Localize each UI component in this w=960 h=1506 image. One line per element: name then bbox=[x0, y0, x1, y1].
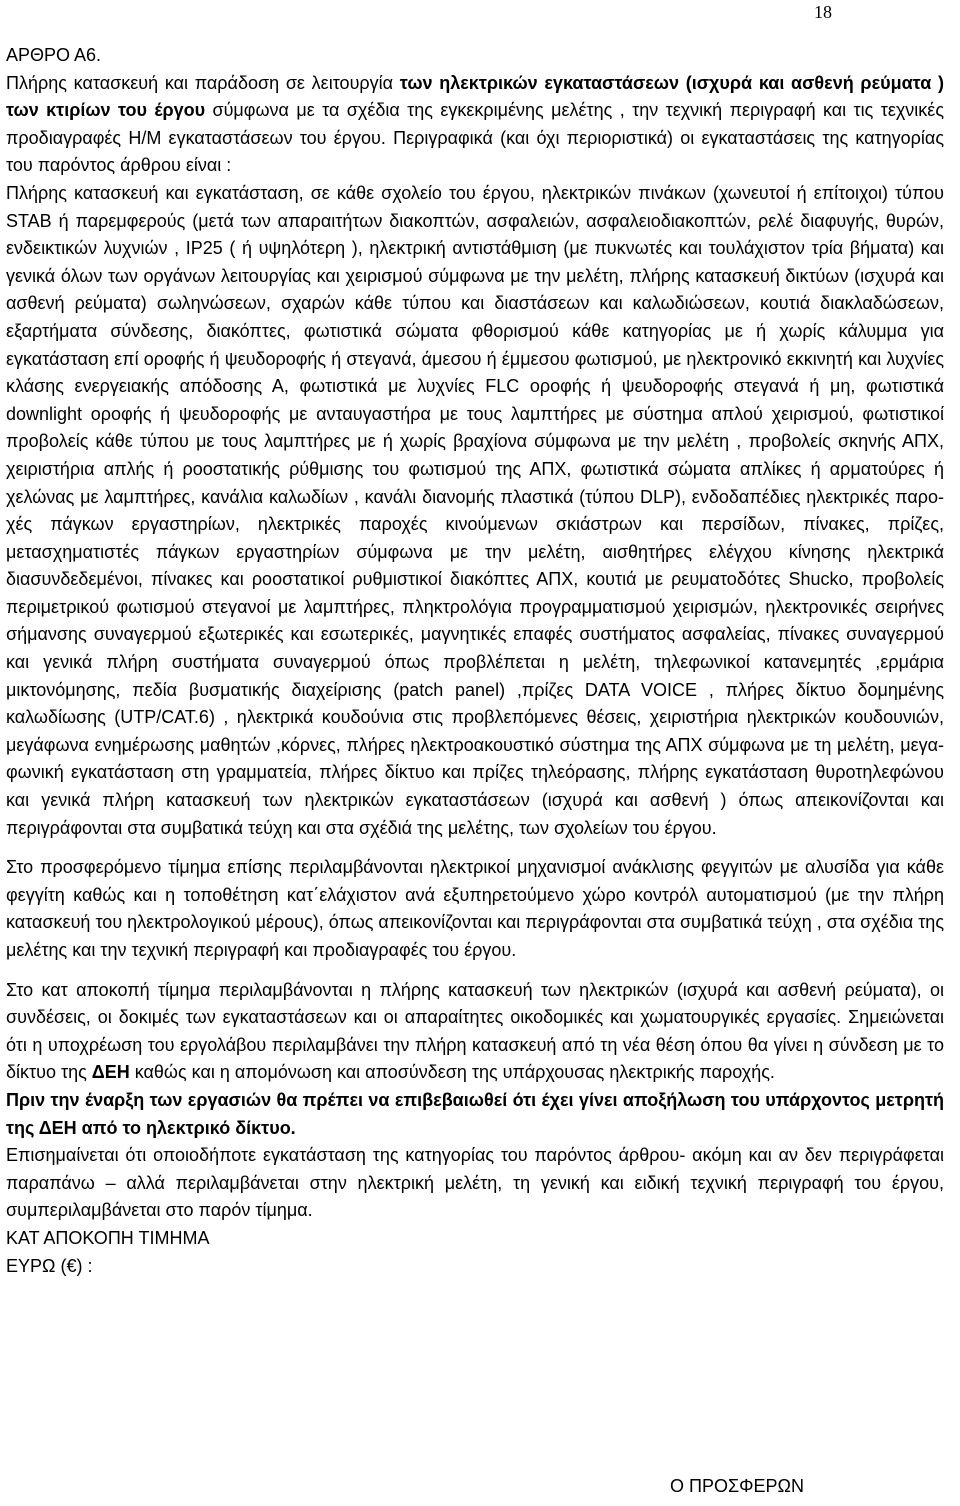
paragraph-scope-text-2: σύμφωνα με τα σχέδια της εγκεκριμένης μελέτης , την τεχνική περιγραφή και τις τεχνικές προδιαγραφές Η/Μ εγκαταστάσεων του έργου. Περιγραφικά (και όχι περιοριστικά) οι εγκαταστάσεις της κατηγορίας του παρόντος άρθρου είναι : bbox=[6, 100, 945, 176]
paragraph-emphasis-note: Επισημαίνεται ότι οποιοδήποτε εγκατάσταση της κατηγορίας του παρόντος άρθρου- ακόμη και αν δεν περιγράφεται παραπάνω – αλλά περιλαμβάνεται στην ηλεκτρική μελέτη, τη γενική και ειδική τεχνική περιγραφή του έργου, συμπεριλαμβάνεται στο παρόν τίμημα. bbox=[6, 1145, 944, 1221]
paragraph-lump-sum-text-2: καθώς και η απομόνωση και αποσύνδεση της υπάρχουσας ηλεκτρικής παροχής. bbox=[129, 1062, 775, 1083]
paragraph-lump-sum-deh: ΔΕΗ bbox=[91, 1062, 130, 1083]
paragraph-scope-bold: των ηλεκτρικών εγκαταστάσεων (ισχυρά και ασθενή ρεύματα ) των κτιρίων του έργου bbox=[6, 72, 944, 121]
paragraph-window-mechanisms: Στο προσφερόμενο τίμημα επίσης περιλαμβάνονται ηλεκτρικοί μηχανισμοί ανάκλισης φεγγιτών με αλυσίδα για κάθε φεγγίτη καθώς και η τοποθέτηση κατ΄ελάχιστον ανά εξυπηρετούμενο χώρο κοντρόλ αυτοματισμού (με την πλήρη κατασκευή του ηλεκτρολογικού μέρους), όπως απεικονίζονται και περιγράφονται στα συμβατικά τεύχη , στα σχέδια της μελέτης και την τεχνική περιγραφή και προδιαγραφές του έργου. bbox=[6, 857, 944, 960]
paragraph-meter-removal-note bbox=[6, 1087, 944, 1142]
signature-label: Ο ΠΡΟΣΦΕΡΩΝ bbox=[670, 1476, 804, 1496]
meter-removal-bold: Πριν την έναρξη των εργασιών θα πρέπει να επιβεβαιωθεί ότι έχει γίνει αποξήλωση του υπάρχοντος μετρητή της ΔΕΗ από το ηλεκτρικό δίκτυο. bbox=[6, 1089, 944, 1138]
lump-sum-label: ΚΑΤ ΑΠΟΚΟΠΗ ΤΙΜΗΜΑ bbox=[6, 1227, 210, 1248]
paragraph-lump-sum-text-1: Στο κατ αποκοπή τίμημα περιλαμβάνονται η πλήρης κατασκευή των ηλεκτρικών (ισχυρά και ασθενή ρεύματα), οι συνδέσεις, οι δοκιμές των εγκαταστάσεων και οι απαραίτητες οικοδομικές και χωματουργικές εργασίες. Σημειώνεται ότι η υποχρέωση του εργολάβου περιλαμβάνει την πλήρη κατασκευή από τη νέα θέση όπου θα γίνει η σύνδεση με το δίκτυο της bbox=[6, 979, 944, 1083]
paragraph-lump-sum-inclusions bbox=[6, 977, 944, 1087]
document-body bbox=[6, 42, 944, 1280]
paragraph-installations-list: Πλήρης κατασκευή και εγκατάσταση, σε κάθε σχολείο του έργου, ηλεκτρικών πινάκων (χωνευτοί ή επίτοιχοι) τύπου STAB ή παρεμφερούς (μετά των απαραιτήτων διακοπτών, ασφαλειών, ασφαλειοδιακοπτών, ρελέ διαφυγής, θυρών, ενδεικτικών λυχνιών , IP25 ( ή υψηλότερη ), ηλεκτρική αντιστάθμιση (με πυκνωτές και τουλάχιστον τρία βήματα) και γενικά όλων των οργάνων λειτουργίας και χειρισμού σύμφωνα με την μελέτη, πλήρης κατασκευή δικτύων (ισχυρά και ασθενή ρεύματα) σωληνώσεων, σχαρών κάθε τύπου και διαστάσεων και καλωδιώσεων, κουτιά διακλαδώσεων, εξαρτήματα σύνδεσης, διακόπτες, φωτιστικά σώματα φθορισμού κάθε κατηγορίας με ή χωρίς κάλυμμα για εγκατάσταση επί οροφής ή ψευδοροφής ή στεγανά, άμεσου ή έμμεσου φωτισμού, με ηλεκτρονικό εκκινητή και λυχνίες κλάσης ενεργειακής απόδοσης Α, φωτιστικά με λυχνίες FLC οροφής ή ψευδοροφής στεγανά ή μη, φωτιστικά downlight οροφής ή ψευδοροφής με ανταυγαστήρα με τους λαμπτήρες με σύστημα απλού χειρισμού, φωτιστικοί προβολείς κάθε τύπου με τους λαμπτήρες με ή χωρίς βραχίονα σύμφωνα με την μελέτη , προβολείς σκηνής ΑΠΧ, χειριστήρια απλής ή ροοστατικής ρύθμισης του φωτισμού της ΑΠΧ, φωτιστικά σώματα απλίκες ή αρματούρες ή χελώνας με λαμπτήρες, κανάλια καλωδίων , κανάλι διανομής πλαστικά (τύπου DLP), ενδοδαπέδιες ηλεκτρικές παροχές πάγκων εργαστηρίων, ηλεκτρικές παροχές κινούμενων σκιάστρων και περσίδων, πίνακες, πρίζες, μετασχηματιστές πάγκων εργαστηρίων σύμφωνα με την μελέτη, αισθητήρες ελέγχου κίνησης ηλεκτρικά διασυνδεδεμένοι, πίνακες και ροοστατικοί ρυθμιστικοί διακόπτες ΑΠΧ, κουτιά με ρευματοδότες Shucko, προβολείς περιμετρικού φωτισμού στεγανοί με λαμπτήρες, πληκτρολόγια προγραμματισμού χειρισμών, ηλεκτρονικές σειρήνες σήμανσης συναγερμού εξωτερικές και εσωτερικές, μαγνητικές επαφές συστήματος ασφαλείας, πίνακες συναγερμού και γενικά πλήρη συστήματα συναγερμού όπως προβλέπεται η μελέτη, τηλεφωνικοί κατανεμητές ,ερμάρια μικτονόμησης, πεδία βυσματικής διαχείρισης (patch panel) ,πρίζες DATA VOICE , πλήρες δίκτυο δομημένης καλωδίωσης (UTP/CAT.6) , ηλεκτρικά κουδούνια στις προβλεπόμενες θέσεις, χειριστήρια ηλεκτρικών κουδουνιών, μεγάφωνα ενημέρωσης μαθητών ,κόρνες, πλήρες ηλεκτροακουστικό σύστημα της ΑΠΧ σύμφωνα με τη μελέτη, μεγαφωνική εγκατάσταση στη γραμματεία, πλήρες δίκτυο και πρίζες τηλεόρασης, πλήρης εγκατάσταση θυροτηλεφώνου και γενικά πλήρη κατασκευή των ηλεκτρικών εγκαταστάσεων (ισχυρά και ασθενή ) όπως απεικονίζονται και περιγράφονται στα συμβατικά τεύχη και στα σχέδιά της μελέτης, των σχολείων του έργου. bbox=[6, 182, 944, 838]
paragraph-scope-text-1: Πλήρης κατασκευή και παράδοση σε λειτουργία bbox=[6, 72, 400, 93]
article-title: ΑΡΘΡΟ Α6. bbox=[6, 45, 102, 65]
euro-label: ΕΥΡΩ (€) : bbox=[6, 1255, 93, 1276]
page-number: 18 bbox=[814, 2, 832, 22]
paragraph-scope bbox=[6, 70, 944, 180]
